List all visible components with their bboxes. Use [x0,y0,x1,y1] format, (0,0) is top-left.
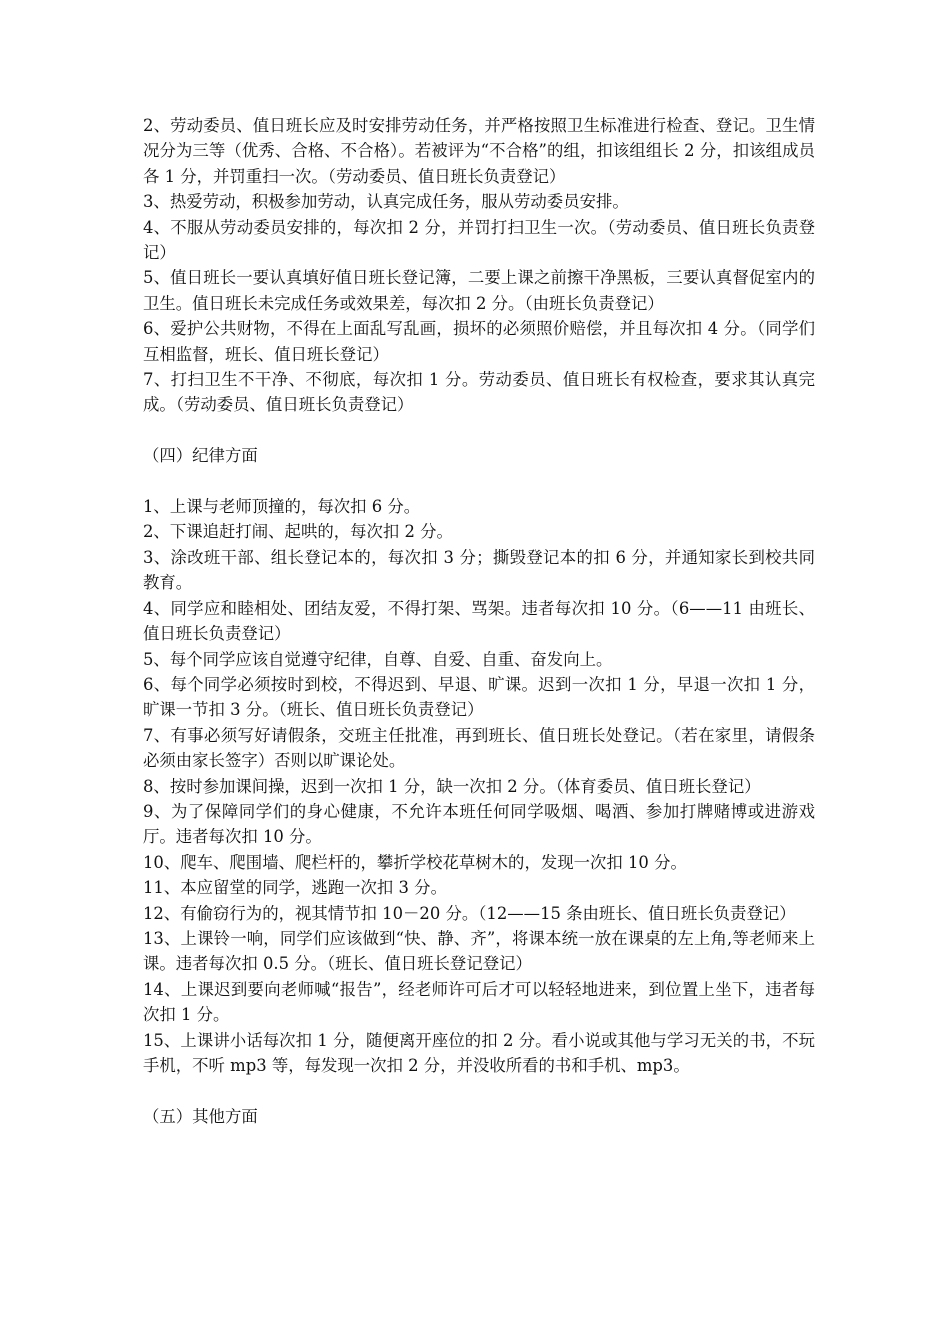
discipline-section [143,494,815,1078]
section-heading-other: （五）其他方面 [143,1106,258,1126]
rule-item: 15、上课讲小话每次扣 1 分，随便离开座位的扣 2 分。看小说或其他与学习无关的书，不玩手机，不听 mp3 等，每发现一次扣 2 分，并没收所看的书和手机、mp3。 [143,1030,815,1075]
rule-item: 14、上课迟到要向老师喊“报告”，经老师许可后才可以轻轻地进来，到位置上坐下，违者每次扣 1 分。 [143,979,815,1025]
rule-item: 11、本应留堂的同学，逃跑一次扣 3 分。 [143,878,447,898]
hygiene-section [143,113,815,418]
rule-item: 6、爱护公共财物，不得在上面乱写乱画，损坏的必须照价赔偿，并且每次扣 4 分。（同学们互相监督，班长、值日班长登记） [143,319,815,364]
rule-item: 5、每个同学应该自觉遵守纪律，自尊、自爱、自重、奋发向上。 [143,649,613,669]
rule-item: 3、涂改班干部、组长登记本的，每次扣 3 分；撕毁登记本的扣 6 分，并通知家长到校共同教育。 [143,547,815,593]
rule-item: 2、下课追赶打闹、起哄的，每次扣 2 分。 [143,522,453,542]
rule-item: 10、爬车、爬围墙、爬栏杆的，攀折学校花草树木的，发现一次扣 10 分。 [143,852,687,872]
section-heading-discipline: （四）纪律方面 [143,446,258,466]
rule-item: 5、值日班长一要认真填好值日班长登记簿，二要上课之前擦干净黑板，三要认真督促室内的卫生。值日班长未完成任务或效果差，每次扣 2 分。（由班长负责登记） [143,268,815,313]
rule-item: 13、上课铃一响，同学们应该做到“快、静、齐”，将课本统一放在课桌的左上角,等老师来上课。违者每次扣 0.5 分。（班长、值日班长登记登记） [143,928,815,974]
rule-item: 6、每个同学必须按时到校，不得迟到、早退、旷课。迟到一次扣 1 分，早退一次扣 1 分，旷课一节扣 3 分。（班长、值日班长负责登记） [143,674,815,720]
rule-item: 1、上课与老师顶撞的，每次扣 6 分。 [143,497,421,517]
rule-item: 2、劳动委员、值日班长应及时安排劳动任务，并严格按照卫生标准进行检查、登记。卫生情况分为三等（优秀、合格、不合格）。若被评为“不合格”的组，扣该组组长 2 分，扣该组成员各 1 分，并罚重扫一次。（劳动委员、值日班长负责登记） [143,116,815,186]
rule-item: 3、热爱劳动，积极参加劳动，认真完成任务，服从劳动委员安排。 [143,192,629,212]
rule-item: 8、按时参加课间操，迟到一次扣 1 分，缺一次扣 2 分。（体育委员、值日班长登记） [143,776,761,796]
rule-item: 9、为了保障同学们的身心健康，不允许本班任何同学吸烟、喝酒、参加打牌赌博或进游戏厅。违者每次扣 10 分。 [143,801,815,847]
rule-item: 7、有事必须写好请假条，交班主任批准，再到班长、值日班长处登记。（若在家里，请假条必须由家长签字）否则以旷课论处。 [143,725,815,771]
spacer [143,1078,815,1103]
spacer [143,418,815,443]
document-page [143,113,815,1129]
rule-item: 4、不服从劳动委员安排的，每次扣 2 分，并罚打扫卫生一次。（劳动委员、值日班长负责登记） [143,217,815,263]
rule-item: 12、有偷窃行为的，视其情节扣 10－20 分。（12——15 条由班长、值日班长负责登记） [143,903,796,923]
rule-item: 4、同学应和睦相处、团结友爱，不得打架、骂架。违者每次扣 10 分。（6——11 由班长、值日班长负责登记） [143,598,815,644]
rule-item: 7、打扫卫生不干净、不彻底，每次扣 1 分。劳动委员、值日班长有权检查，要求其认真完成。（劳动委员、值日班长负责登记） [143,370,815,415]
spacer [143,469,815,494]
